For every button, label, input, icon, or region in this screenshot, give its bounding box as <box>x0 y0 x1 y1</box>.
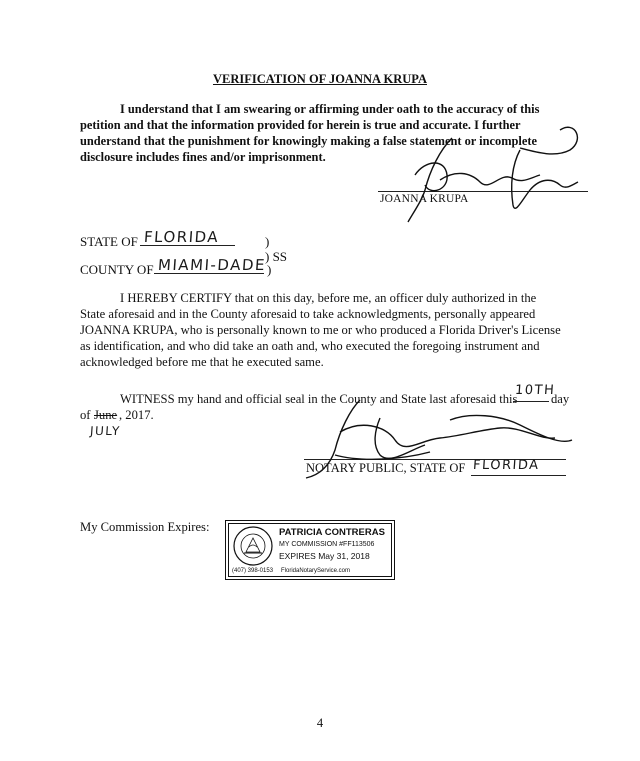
ss-mark: ) SS <box>265 249 288 264</box>
document-title: VERIFICATION OF JOANNA KRUPA <box>212 72 427 86</box>
witness-text: WITNESS my hand and official seal in the County and State last aforesaid this <box>120 392 518 406</box>
stamp-notary-name: PATRICIA CONTRERAS <box>279 527 385 538</box>
state-value: FLORIDA <box>143 228 220 246</box>
state-label: STATE OF <box>80 234 138 249</box>
notary-seal-icon <box>231 525 275 567</box>
county-label: COUNTY OF <box>80 262 154 277</box>
notary-stamp <box>225 520 395 580</box>
commission-label: My Commission Expires: <box>80 520 210 534</box>
stamp-border <box>228 523 392 577</box>
county-bracket: ) <box>267 262 272 277</box>
witness-day: 10TH <box>514 383 556 398</box>
state-bracket: ) <box>265 234 270 249</box>
certify-paragraph: I HEREBY CERTIFY that on this day, before me, an officer duly authorized in the State aforesaid and in the County aforesaid to take acknowledgments, personally appeared JOANNA KRUPA, who is personally known to me or who produced a Florida Driver's License as identification, and who did take an oath and, who executed the foregoing instrument and acknowledged before me that he executed same. <box>80 291 561 369</box>
day-underline <box>513 401 549 402</box>
stamp-expires: EXPIRES May 31, 2018 <box>279 551 370 561</box>
oath-paragraph: I understand that I am swearing or affirming under oath to the accuracy of this petition and that the information provided for herein is true and accurate. I further understand that the punishment for knowingly making a false statement or incomplete disclosure includes fines and/or imprisonment. <box>80 102 540 164</box>
witness-day-label: day <box>551 392 570 406</box>
signature-line <box>378 191 588 192</box>
notary-state: FLORIDA <box>472 458 541 473</box>
witness-month-struck: June <box>94 408 118 422</box>
stamp-website: FloridaNotaryService.com <box>281 568 351 574</box>
state-underline <box>140 245 235 246</box>
witness-of: of <box>80 408 91 422</box>
witness-year: , 2017. <box>119 408 154 422</box>
county-underline <box>154 273 264 274</box>
notary-label: NOTARY PUBLIC, STATE OF <box>306 461 466 475</box>
stamp-commission: MY COMMISSION #FF113506 <box>279 541 375 548</box>
notary-state-underline <box>471 475 566 476</box>
page-number: 4 <box>316 716 324 730</box>
signer-name: JOANNA KRUPA <box>380 193 469 205</box>
witness-month-handwritten: JULY <box>89 424 122 438</box>
county-value: MIAMI-DADE <box>157 256 267 274</box>
stamp-phone: (407) 398-0153 <box>232 568 274 574</box>
